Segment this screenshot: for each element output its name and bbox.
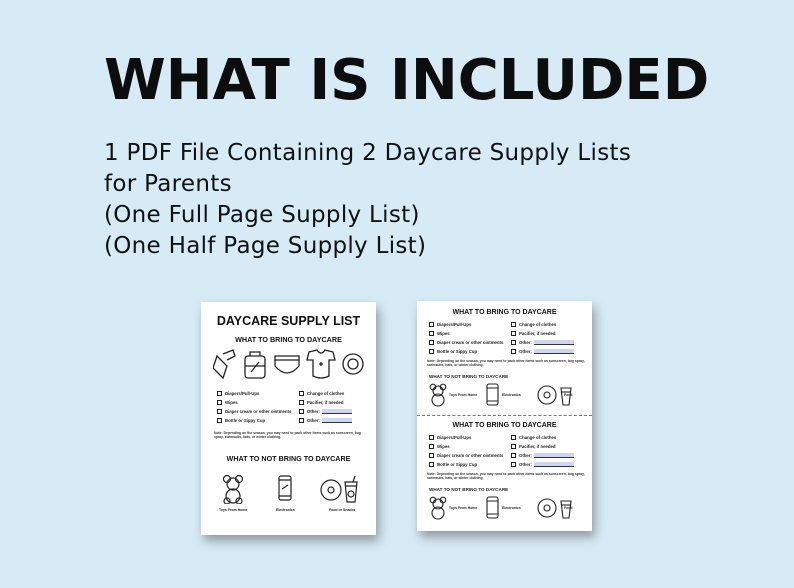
description-line: for Parents (104, 171, 232, 197)
checkbox (429, 435, 434, 440)
season-note: Note: Depending on the season, you may need to pack other items such as sunscreen, bug spray, swimsuits, hats, or winter clothing. (427, 359, 585, 368)
description-line: 1 PDF File Containing 2 Daycare Supply Lists (104, 140, 632, 166)
donut-icon (538, 386, 556, 404)
not-bring-icons (221, 474, 361, 504)
cut-line (417, 415, 592, 416)
description (104, 138, 631, 262)
checkbox (299, 400, 304, 405)
teddy-bear-icon (224, 476, 243, 505)
not-bring-heading: WHAT TO NOT BRING TO DAYCARE (429, 374, 509, 379)
item-label: Bottle or Sippy Cup (225, 418, 266, 423)
checkbox (429, 349, 434, 354)
checkbox (299, 418, 304, 423)
item-label: Other: (519, 462, 532, 467)
checkbox (511, 435, 516, 440)
description-line: (One Full Page Supply List) (104, 202, 420, 228)
item-label: Other: (519, 349, 532, 354)
checkbox (429, 322, 434, 327)
item-label: Diapers/Pull-Ups (437, 435, 472, 440)
write-in-line (534, 340, 574, 345)
bring-heading: WHAT TO BRING TO DAYCARE (452, 309, 557, 316)
not-bring-heading: WHAT TO NOT BRING TO DAYCARE (429, 487, 509, 492)
not-bring-caption: Electronics (276, 508, 295, 512)
not-bring-caption: Electronics (502, 393, 521, 397)
checkbox (429, 340, 434, 345)
checkbox (429, 462, 434, 467)
checklist-item (429, 322, 471, 327)
checklist-item (217, 418, 265, 423)
checklist-item (299, 400, 344, 405)
checkbox (217, 409, 222, 414)
checklist-item (299, 391, 344, 396)
checkbox (217, 391, 222, 396)
item-label: Wipes (225, 400, 238, 405)
item-label: Diaper cream or other ointments (437, 453, 504, 458)
season-note: Note: Depending on the season, you may need to pack other items such as sunscreen, bug spray, swimsuits, hats, or winter clothing. (214, 431, 361, 440)
diaper-icon (275, 356, 299, 373)
checklist-item (511, 340, 574, 345)
write-in-line (534, 462, 574, 467)
item-label: Other: (307, 409, 320, 414)
item-label: Pacifier, if needed (307, 400, 344, 405)
not-bring-caption: Food (564, 393, 573, 397)
item-label: Other: (307, 418, 320, 423)
item-label: Bottle or Sippy Cup (437, 462, 478, 467)
write-in-line (534, 453, 574, 458)
checkbox (217, 400, 222, 405)
teddy-bear-icon (430, 384, 446, 406)
checklist-item (429, 331, 450, 336)
item-label: Other: (519, 340, 532, 345)
write-in-line (534, 349, 574, 354)
donut-icon (538, 499, 556, 517)
not-bring-caption: Food (564, 506, 573, 510)
checklist-item (511, 444, 556, 449)
checklist-item (511, 322, 556, 327)
item-label: Bottle or Sippy Cup (437, 349, 478, 354)
not-bring-caption: Toys From Home (449, 393, 478, 397)
phone-icon (487, 384, 498, 405)
phone-icon (487, 497, 498, 518)
checklist-item (299, 409, 352, 414)
bring-heading: WHAT TO BRING TO DAYCARE (235, 335, 342, 344)
phone-icon (279, 476, 291, 500)
checkbox (217, 418, 222, 423)
checklist-item (429, 453, 503, 458)
checklist-item (511, 435, 556, 440)
checkbox (511, 331, 516, 336)
item-label: Pacifier, if needed (519, 444, 556, 449)
checklist-item (299, 418, 352, 423)
checkbox (511, 340, 516, 345)
item-label: Change of clothes (519, 322, 557, 327)
drink-cup-icon (345, 476, 357, 502)
checklist-item (217, 409, 291, 414)
item-label: Diaper cream or other ointments (437, 340, 504, 345)
checklist-item (217, 391, 259, 396)
checklist-item (217, 400, 238, 405)
write-in-line (322, 418, 352, 423)
item-label: Change of clothes (307, 391, 345, 396)
checklist-item (511, 331, 556, 336)
pacifier-icon (343, 354, 363, 374)
checkbox (511, 462, 516, 467)
item-label: Diapers/Pull-Ups (437, 322, 472, 327)
checkbox (429, 444, 434, 449)
checkbox (511, 349, 516, 354)
season-note: Note: Depending on the season, you may need to pack other items such as sunscreen, bug spray, swimsuits, hats, or winter clothing. (427, 472, 585, 481)
headline: WHAT IS INCLUDED (104, 48, 710, 113)
item-label: Wipes (437, 444, 450, 449)
checkbox (511, 453, 516, 458)
checklist-item (511, 462, 574, 467)
checkbox (511, 444, 516, 449)
item-label: Change of clothes (519, 435, 557, 440)
not-bring-caption: Electronics (502, 506, 521, 510)
checkbox (299, 409, 304, 414)
onesie-icon (307, 350, 335, 378)
checklist-item (429, 349, 477, 354)
checklist-item (511, 349, 574, 354)
checklist-item (429, 435, 471, 440)
not-bring-caption: Food or Snacks (329, 508, 356, 512)
full-page-supply-list-preview (201, 302, 376, 535)
teddy-bear-icon (430, 497, 446, 519)
item-label: Wipes (437, 331, 450, 336)
not-bring-heading: WHAT TO NOT BRING TO DAYCARE (226, 454, 351, 463)
not-bring-caption: Toys From Home (219, 508, 248, 512)
item-label: Other: (519, 453, 532, 458)
checklist-item (429, 462, 477, 467)
item-label: Diaper cream or other ointments (225, 409, 292, 414)
checklist-item (429, 444, 450, 449)
description-line: (One Half Page Supply List) (104, 233, 427, 259)
checkbox (511, 322, 516, 327)
checkbox (429, 331, 434, 336)
checkbox (299, 391, 304, 396)
write-in-line (322, 409, 352, 414)
checkbox (429, 453, 434, 458)
supply-icons (213, 348, 365, 382)
item-label: Diapers/Pull-Ups (225, 391, 260, 396)
bottle-icon (213, 350, 235, 378)
donut-icon (321, 480, 341, 500)
full-page-title: DAYCARE SUPPLY LIST (216, 314, 361, 328)
checklist-item (429, 340, 503, 345)
half-page-supply-list-preview (417, 301, 592, 531)
backpack-icon (245, 352, 265, 378)
not-bring-caption: Toys From Home (449, 506, 478, 510)
item-label: Pacifier, if needed (519, 331, 556, 336)
bring-heading: WHAT TO BRING TO DAYCARE (452, 422, 557, 429)
checklist-item (511, 453, 574, 458)
